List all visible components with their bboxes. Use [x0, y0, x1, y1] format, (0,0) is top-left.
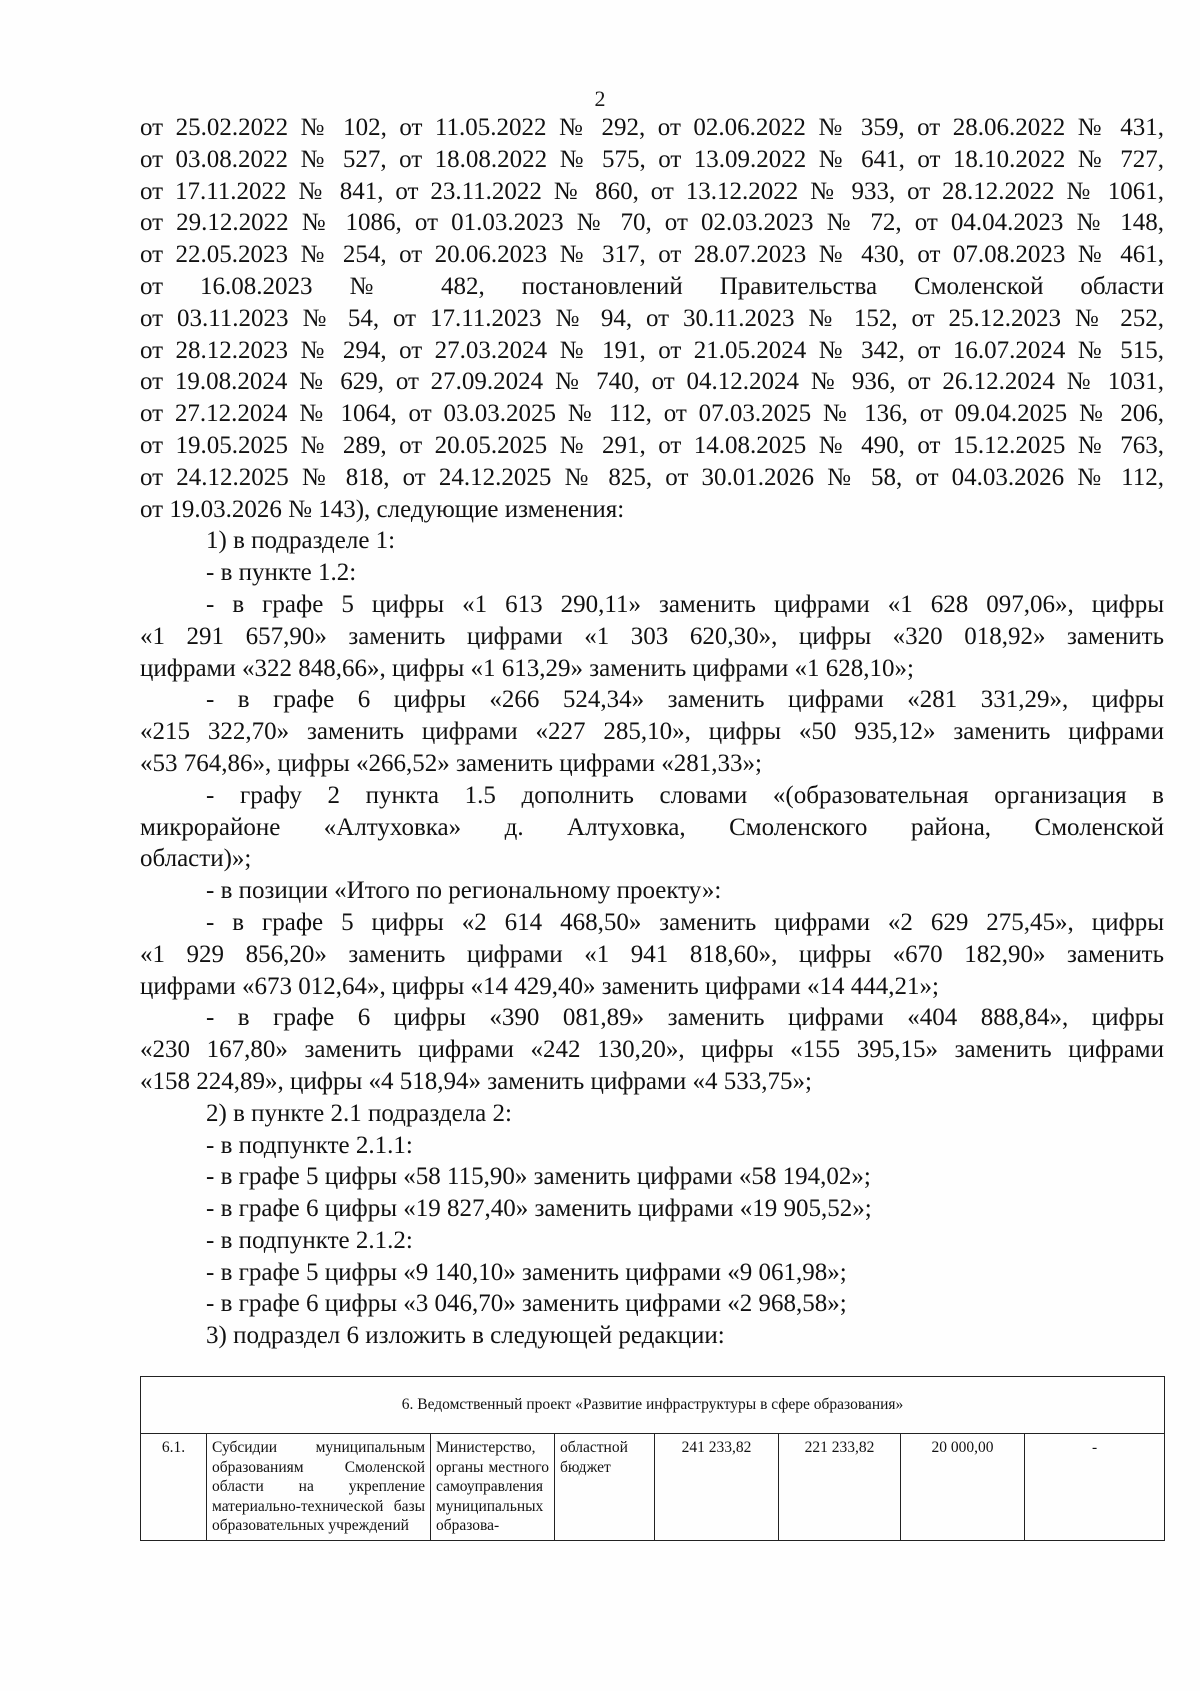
table-section-header: 6. Ведомственный проект «Развитие инфраструктуры в сфере образования» [141, 1377, 1165, 1434]
text-line: - в графе 6 цифры «19 827,40» заменить цифрами «19 905,52»; [206, 1195, 872, 1223]
text-line: цифрами «673 012,64», цифры «14 429,40» заменить цифрами «14 444,21»; [140, 972, 939, 1000]
text-line: от 19.03.2026 № 143), следующие изменения: [140, 495, 625, 523]
text-line: - в подпункте 2.1.2: [206, 1226, 413, 1254]
text-line: от 25.02.2022 № 102, от 11.05.2022 № 292, от 02.06.2022 № 359, от 28.06.2022 № 431, [140, 114, 1164, 141]
funding-source: областной бюджет [555, 1434, 655, 1541]
text-line: - в графе 6 цифры «266 524,34» заменить цифрами «281 331,29», цифры [206, 686, 1164, 714]
page-number: 2 [594, 86, 606, 111]
text-line: - в графе 6 цифры «390 081,89» заменить цифрами «404 888,84», цифры [206, 1004, 1164, 1032]
amount-year-1: 221 233,82 [779, 1434, 901, 1541]
text-line: - в графе 5 цифры «58 115,90» заменить цифрами «58 194,02»; [206, 1163, 871, 1191]
text-line: «1 291 657,90» заменить цифрами «1 303 620,30», цифры «320 018,92» заменить [140, 622, 1164, 650]
text-line: «230 167,80» заменить цифрами «242 130,20», цифры «155 395,15» заменить цифрами [140, 1036, 1164, 1064]
text-line: цифрами «322 848,66», цифры «1 613,29» заменить цифрами «1 628,10»; [140, 654, 914, 682]
text-line: от 29.12.2022 № 1086, от 01.03.2023 № 70, от 02.03.2023 № 72, от 04.04.2023 № 148, [140, 209, 1164, 237]
amount-total: 241 233,82 [655, 1434, 779, 1541]
text-line: от 19.08.2024 № 629, от 27.09.2024 № 740, от 04.12.2024 № 936, от 26.12.2024 № 1031, [140, 368, 1164, 396]
text-line: - в графе 5 цифры «9 140,10» заменить цифрами «9 061,98»; [206, 1258, 847, 1286]
text-line: - в графе 6 цифры «3 046,70» заменить цифрами «2 968,58»; [206, 1290, 847, 1318]
amount-year-2: 20 000,00 [901, 1434, 1025, 1541]
text-line: - в графе 5 цифры «1 613 290,11» заменить цифрами «1 628 097,06», цифры [206, 590, 1164, 618]
text-line: - в пункте 1.2: [206, 559, 357, 587]
text-line: - в позиции «Итого по региональному проекту»: [206, 877, 722, 905]
text-line: от 27.12.2024 № 1064, от 03.03.2025 № 112, от 07.03.2025 № 136, от 09.04.2025 № 206, [140, 400, 1164, 428]
text-line: «215 322,70» заменить цифрами «227 285,10», цифры «50 935,12» заменить цифрами [140, 718, 1164, 746]
text-line: микрорайоне «Алтуховка» д. Алтуховка, Смоленского района, Смоленской [140, 813, 1164, 841]
document-body [140, 112, 1164, 1352]
text-line: «158 224,89», цифры «4 518,94» заменить цифрами «4 533,75»; [140, 1067, 812, 1095]
text-line: от 16.08.2023 № 482, постановлений Правительства Смоленской области [140, 272, 1164, 300]
executor: Министерство, органы местного самоуправления муниципальных образова- [431, 1434, 555, 1541]
text-line: от 24.12.2025 № 818, от 24.12.2025 № 825, от 30.01.2026 № 58, от 04.03.2026 № 112, [140, 463, 1164, 491]
text-line: от 22.05.2023 № 254, от 20.06.2023 № 317, от 28.07.2023 № 430, от 07.08.2023 № 461, [140, 241, 1164, 269]
table-header-row [141, 1377, 1165, 1434]
list-item-1: 1) в подразделе 1: [206, 527, 396, 555]
text-line: «1 929 856,20» заменить цифрами «1 941 818,60», цифры «670 182,90» заменить [140, 940, 1164, 968]
text-line: - графу 2 пункта 1.5 дополнить словами «(образовательная организация в [206, 781, 1164, 809]
text-line: - в подпункте 2.1.1: [206, 1131, 413, 1159]
table-row [141, 1434, 1165, 1541]
text-line: от 03.08.2022 № 527, от 18.08.2022 № 575, от 13.09.2022 № 641, от 18.10.2022 № 727, [140, 145, 1164, 173]
text-line: от 03.11.2023 № 54, от 17.11.2023 № 94, от 30.11.2023 № 152, от 25.12.2023 № 252, [140, 304, 1164, 332]
project-table-wrap [140, 1376, 1164, 1541]
project-table [140, 1376, 1165, 1541]
row-number: 6.1. [141, 1434, 207, 1541]
text-line: от 19.05.2025 № 289, от 20.05.2025 № 291, от 14.08.2025 № 490, от 15.12.2025 № 763, [140, 431, 1164, 459]
amount-year-3: - [1025, 1434, 1165, 1541]
text-line: «53 764,86», цифры «266,52» заменить цифрами «281,33»; [140, 749, 762, 777]
measure-name: Субсидии муниципальным образованиям Смоленской области на укрепление материально-технической базы образовательных учреждений [207, 1434, 431, 1541]
list-item-3: 3) подраздел 6 изложить в следующей редакции: [206, 1322, 725, 1350]
text-line: от 28.12.2023 № 294, от 27.03.2024 № 191, от 21.05.2024 № 342, от 16.07.2024 № 515, [140, 336, 1164, 364]
list-item-2: 2) в пункте 2.1 подраздела 2: [206, 1099, 512, 1127]
text-line: - в графе 5 цифры «2 614 468,50» заменить цифрами «2 629 275,45», цифры [206, 908, 1164, 936]
text-line: от 17.11.2022 № 841, от 23.11.2022 № 860, от 13.12.2022 № 933, от 28.12.2022 № 1061, [140, 177, 1164, 205]
text-line: области)»; [140, 845, 252, 873]
